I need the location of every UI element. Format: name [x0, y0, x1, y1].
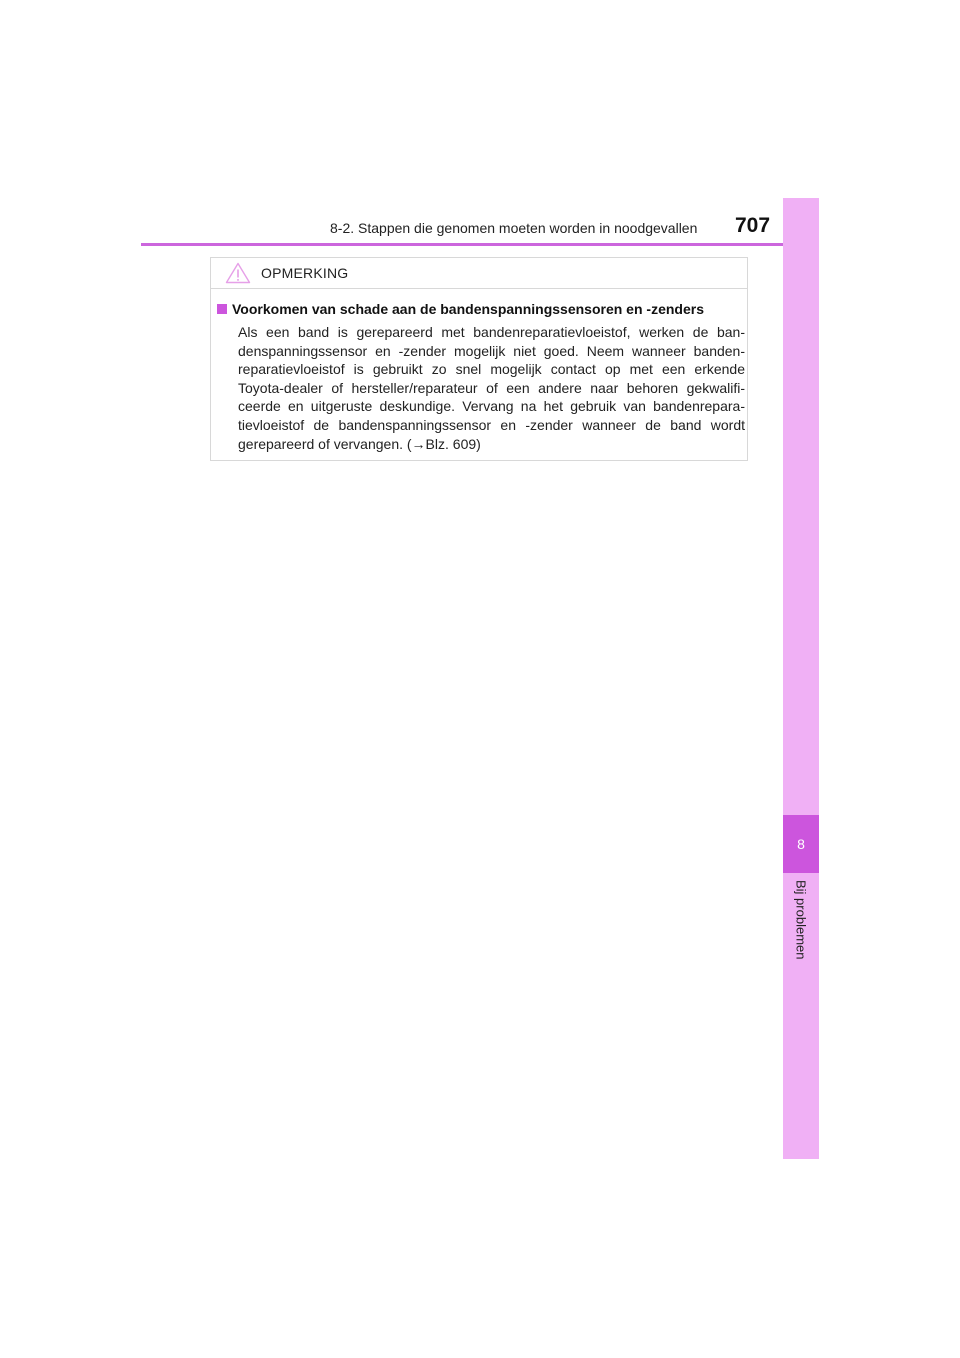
chapter-number: 8	[797, 836, 805, 852]
paragraph-line: ceerde en uitgeruste deskundige. Vervang na het gebruik van bandenrepara-	[238, 398, 745, 415]
paragraph-line: tievloeistof de bandenspanningssensor en -zender wanneer de band wordt	[238, 416, 745, 433]
paragraph-line: denspanningssensor en -zender mogelijk niet goed. Neem wanneer banden-	[238, 342, 745, 359]
paragraph-line: Als een band is gerepareerd met bandenreparatievloeistof, werken de ban-	[238, 324, 745, 340]
notice-box	[210, 257, 748, 461]
section-title: 8-2. Stappen die genomen moeten worden in noodgevallen	[330, 220, 698, 236]
notice-heading-text: Voorkomen van schade aan de bandenspanningssensoren en -zenders	[232, 301, 704, 317]
bullet-square-icon	[217, 304, 227, 314]
page-number: 707	[735, 214, 771, 237]
notice-heading	[217, 301, 739, 317]
notice-label: OPMERKING	[261, 265, 349, 281]
chapter-label: Bij problemen	[793, 880, 809, 960]
chapter-label-container	[784, 880, 818, 1000]
paragraph-line: reparatievloeistof is gebruikt zo snel mogelijk contact op met een erkende	[238, 361, 745, 378]
paragraph-line: Toyota-dealer of hersteller/reparateur of een andere naar behoren gekwalifi-	[238, 379, 745, 396]
notice-paragraph	[238, 323, 745, 453]
chapter-box	[783, 815, 819, 873]
side-tab-strip	[783, 198, 819, 1159]
paragraph-line: gerepareerd of vervangen. (→Blz. 609)	[238, 435, 481, 452]
header-rule	[141, 243, 819, 246]
warning-triangle-icon	[225, 262, 251, 284]
notice-header	[211, 258, 747, 289]
notice-body	[211, 289, 747, 453]
